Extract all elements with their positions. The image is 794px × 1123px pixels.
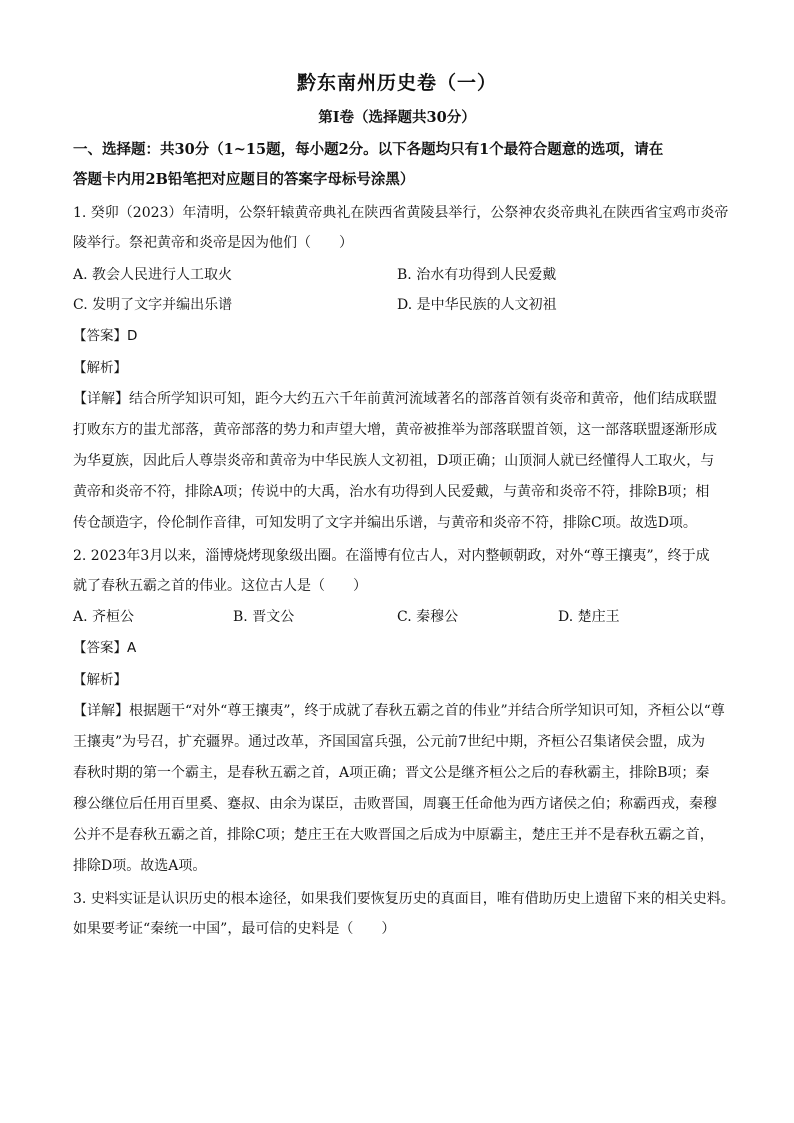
q2-detail-line2: 王攘夷”为号召，扩充疆界。通过改革，齐国国富兵强，公元前7世纪中期，齐桓公召集诸侯会盟，成为 bbox=[73, 734, 706, 750]
q2-option-a: A. 齐桓公 bbox=[73, 609, 135, 625]
q1-analysis-label: 【解析】 bbox=[73, 360, 127, 376]
q2-detail-line6: 排除D项。故选A项。 bbox=[73, 858, 207, 874]
q2-option-c: C. 秦穆公 bbox=[397, 609, 459, 625]
q2-answer: 【答案】A bbox=[73, 640, 137, 656]
q2-stem-line2: 就了春秋五霸之首的伟业。这位古人是（ ） bbox=[73, 578, 367, 594]
q3-stem-line2: 如果要考证“秦统一中国”，最可信的史料是（ ） bbox=[73, 921, 396, 937]
q2-stem-line1: 2. 2023年3月以来，淄博烧烤现象级出圈。在淄博有位古人，对内整顿朝政，对外“尊王攘夷”，终于成 bbox=[73, 548, 710, 564]
q1-option-b: B. 治水有功得到人民爱戴 bbox=[397, 267, 557, 283]
q1-option-c: C. 发明了文字并编出乐谱 bbox=[73, 297, 233, 313]
q2-analysis-label: 【解析】 bbox=[73, 672, 127, 688]
q2-detail-line5: 公并不是春秋五霸之首，排除C项；楚庄王在大败晋国之后成为中原霸主，楚庄王并不是春秋五霸之首， bbox=[73, 827, 714, 843]
q3-stem-line1: 3. 史料实证是认识历史的根本途径，如果我们要恢复历史的真面目，唯有借助历史上遗留下来的相关史料。 bbox=[73, 891, 735, 907]
section-instruction-line1: 一、选择题：共30分（1~15题，每小题2分。以下各题均只有1个最符合题意的选项，请在 bbox=[73, 141, 664, 158]
q2-option-d: D. 楚庄王 bbox=[558, 609, 620, 625]
q1-detail-line5: 传仓颉造字，伶伦制作音律，可知发明了文字并编出乐谱，与黄帝和炎帝不符，排除C项。故选D项。 bbox=[73, 515, 697, 531]
q2-detail-line3: 春秋时期的第一个霸主，是春秋五霸之首，A项正确；晋文公是继齐桓公之后的春秋霸主，排除B项；秦 bbox=[73, 765, 710, 781]
q1-option-a: A. 教会人民进行人工取火 bbox=[73, 267, 233, 283]
q1-stem-line2: 陵举行。祭祀黄帝和炎帝是因为他们（ ） bbox=[73, 235, 353, 251]
q2-option-b: B. 晋文公 bbox=[233, 609, 295, 625]
q2-detail-line1: 【详解】根据题干“对外“尊王攘夷”，终于成就了春秋五霸之首的伟业”并结合所学知识可知，齐桓公以“尊 bbox=[73, 703, 725, 719]
q1-answer: 【答案】D bbox=[73, 328, 138, 344]
section-instruction-line2: 答题卡内用2B铅笔把对应题目的答案字母标号涂黑） bbox=[73, 171, 415, 188]
q1-detail-line1: 【详解】结合所学知识可知，距今大约五六千年前黄河流域著名的部落首领有炎帝和黄帝，他们结成联盟 bbox=[73, 391, 717, 407]
q1-detail-line4: 黄帝和炎帝不符，排除A项；传说中的大禹，治水有功得到人民爱戴，与黄帝和炎帝不符，排除B项；相 bbox=[73, 484, 710, 500]
q1-detail-line3: 为华夏族，因此后人尊崇炎帝和黄帝为中华民族人文初祖，D项正确；山顶洞人就已经懂得人工取火，与 bbox=[73, 453, 715, 469]
q1-detail-line2: 打败东方的蚩尤部落，黄帝部落的势力和声望大增，黄帝被推举为部落联盟首领，这一部落联盟逐渐形成 bbox=[73, 422, 717, 438]
page-title: 黔东南州历史卷（一） bbox=[296, 72, 497, 94]
q2-detail-line4: 穆公继位后任用百里奚、蹇叔、由余为谋臣，击败晋国，周襄王任命他为西方诸侯之伯；称霸西戎，秦穆 bbox=[73, 796, 717, 812]
section-subtitle: 第Ⅰ卷（选择题共30分） bbox=[318, 109, 476, 126]
q1-stem-line1: 1. 癸卯（2023）年清明，公祭轩辕黄帝典礼在陕西省黄陵县举行，公祭神农炎帝典礼在陕西省宝鸡市炎帝 bbox=[73, 205, 729, 221]
q1-option-d: D. 是中华民族的人文初祖 bbox=[397, 297, 557, 313]
